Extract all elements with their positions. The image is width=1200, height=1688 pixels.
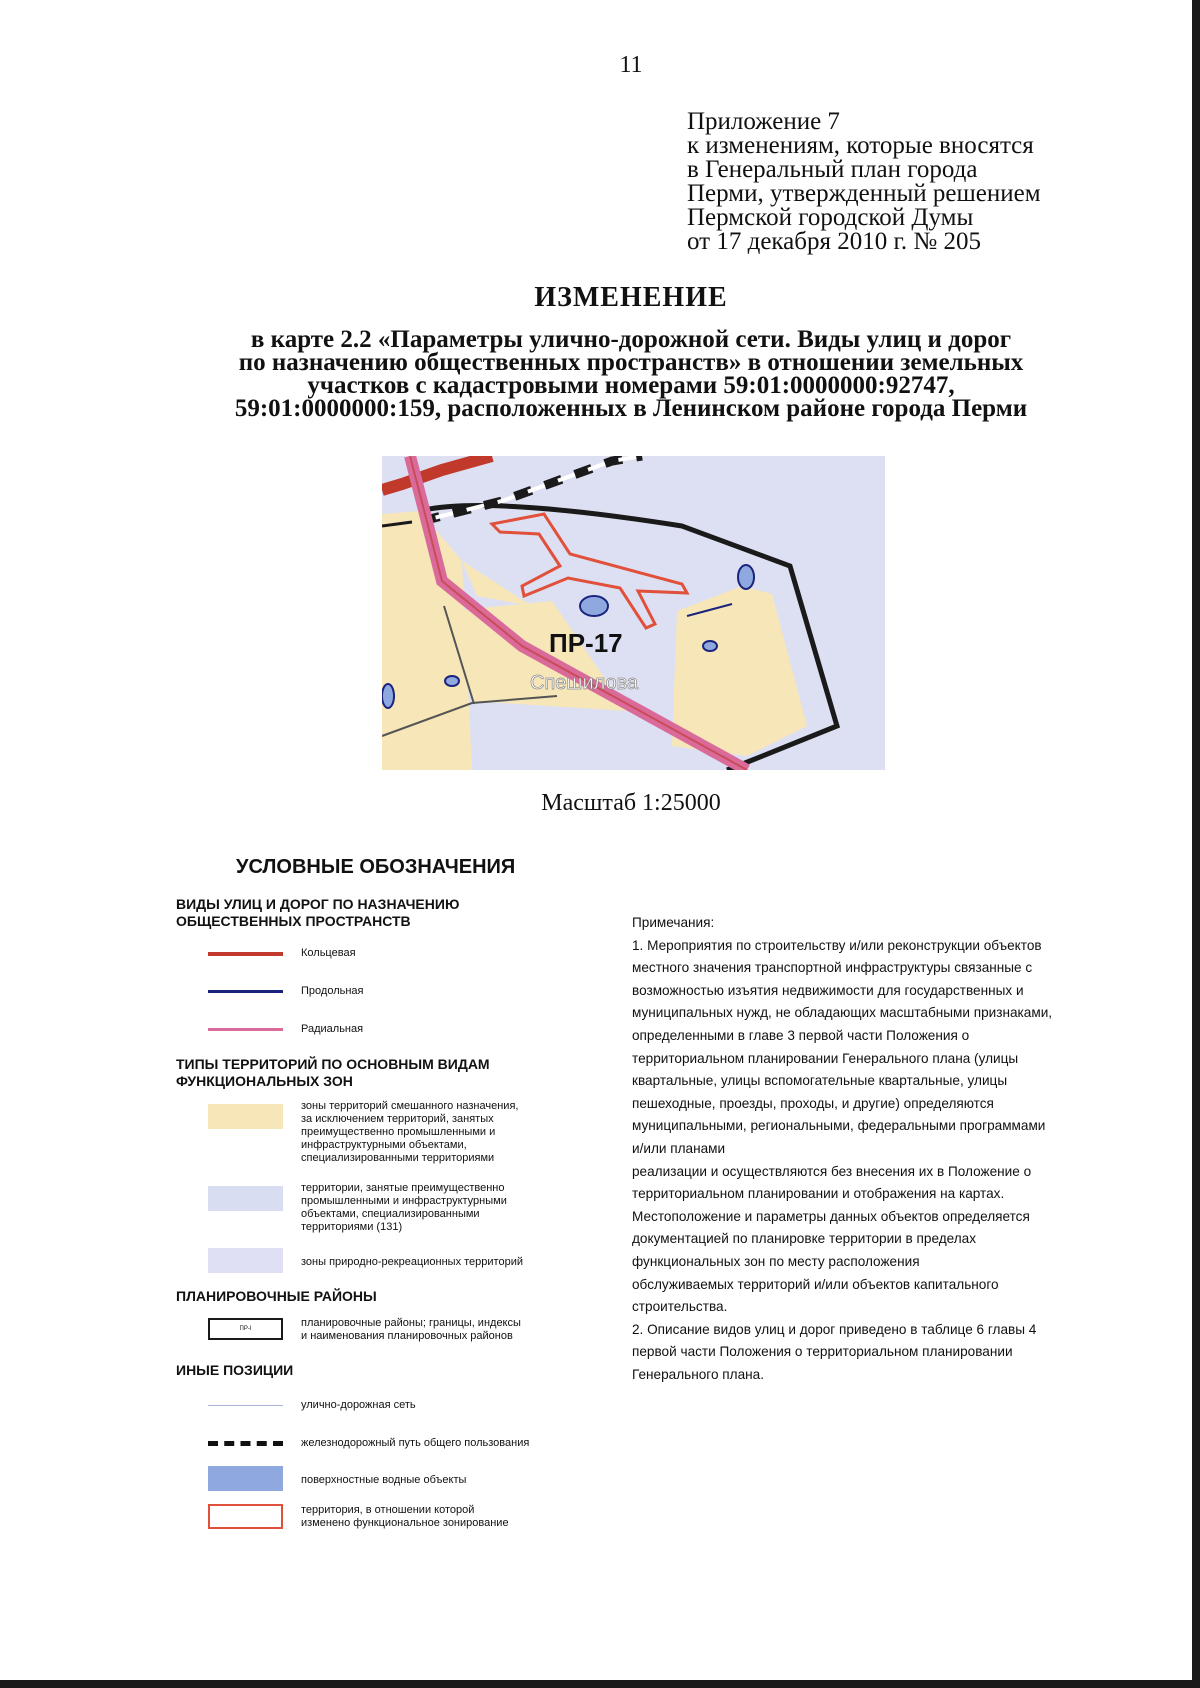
ring-line-symbol <box>208 952 283 956</box>
notes-line: территориальном планировании Генерального плана (улицы <box>632 1050 1019 1066</box>
legend-label: Продольная <box>301 985 364 997</box>
notes-line: Генерального плана. <box>632 1366 764 1382</box>
appendix-line: Перми, утвержденный решением <box>687 180 1041 207</box>
notes-line: возможностью изъятия недвижимости для государственных и <box>632 982 1024 998</box>
mixed-zone-swatch <box>208 1104 283 1129</box>
legend-item-longitudinal <box>176 982 596 1022</box>
notes-line: реализации и осуществляются без внесения их в Положение о <box>632 1163 1032 1179</box>
legend-label: поверхностные водные объекты <box>301 1474 467 1486</box>
legend-item-water <box>176 1462 596 1502</box>
legend-item-street-network <box>176 1396 596 1436</box>
radial-line-symbol <box>208 1028 283 1031</box>
notes-line: первой части Положения о территориальном планировании <box>632 1344 1013 1360</box>
legend-title: УСЛОВНЫЕ ОБОЗНАЧЕНИЯ <box>236 856 516 878</box>
notes-line: 1. Мероприятия по строительству и/или реконструкции объектов <box>632 937 1042 953</box>
legend-label: улично-дорожная сеть <box>301 1399 416 1411</box>
legend-label: территории, занятые преимущественно промышленными и инфраструктурными объектами, специализированными территориями (131) <box>301 1182 507 1233</box>
legend-label: Радиальная <box>301 1023 364 1035</box>
notes-line: местного значения транспортной инфраструктуры связанные с <box>632 960 1033 976</box>
recreation-zone-swatch <box>208 1248 283 1273</box>
legend-label: зоны природно-рекреационных территорий <box>301 1256 523 1268</box>
page-number: 11 <box>619 52 643 78</box>
appendix-line: в Генеральный план города <box>687 156 978 183</box>
map-fragment <box>382 456 885 770</box>
notes-line: обслуживаемых территорий и/или объектов капитального <box>632 1276 999 1292</box>
notes-line: определенными в главе 3 первой части Положения о <box>632 1027 970 1043</box>
legend-section-street-types: ВИДЫ УЛИЦ И ДОРОГ ПО НАЗНАЧЕНИЮ ОБЩЕСТВЕННЫХ ПРОСТРАНСТВ <box>176 896 460 929</box>
notes-line: 2. Описание видов улиц и дорог приведено в таблице 6 главы 4 <box>632 1321 1037 1337</box>
water-swatch <box>208 1466 283 1491</box>
street-network-line-symbol <box>208 1405 283 1406</box>
notes-line: строительства. <box>632 1299 728 1315</box>
appendix-line: к изменениям, которые вносятся <box>687 132 1034 159</box>
notes-line: муниципальными, региональными, федеральными программами <box>632 1118 1046 1134</box>
notes-line: и/или планами <box>632 1140 726 1156</box>
legend-label: Кольцевая <box>301 947 356 959</box>
document-subtitle <box>150 328 1112 420</box>
planning-district-symbol: ПР-I <box>208 1318 283 1340</box>
notes-line: документацией по планировке территории в пределах <box>632 1231 977 1247</box>
map-water <box>382 684 394 708</box>
notes-line: территориальном планировании и отображения на картах. <box>632 1186 1005 1202</box>
subtitle-line: участков с кадастровыми номерами 59:01:0000000:92747, <box>307 372 955 399</box>
notes-line: Местоположение и параметры данных объектов определяется <box>632 1208 1030 1224</box>
legend-item-changed-zoning <box>176 1500 596 1540</box>
notes-line: квартальные, улицы вспомогательные квартальные, улицы <box>632 1073 1008 1089</box>
map-district-label: ПР-17 <box>549 628 623 658</box>
legend-label: зоны территорий смешанного назначения, за исключением территорий, занятых преимущественно промышленными и инфраструктурными объектами, специализированными территориями <box>301 1100 519 1164</box>
map-water <box>738 565 754 589</box>
map-scale: Масштаб 1:25000 <box>541 790 721 816</box>
appendix-block <box>687 110 1041 254</box>
legend-item-ring <box>176 944 596 984</box>
appendix-line: Приложение 7 <box>687 108 840 135</box>
notes-line: Примечания: <box>632 915 715 930</box>
legend-item-industrial-zone <box>176 1182 596 1238</box>
legend-section-other: ИНЫЕ ПОЗИЦИИ <box>176 1362 294 1378</box>
legend-item-radial <box>176 1020 596 1060</box>
legend-label: территория, в отношении которой изменено функциональное зонирование <box>301 1504 509 1529</box>
map-water <box>580 596 608 616</box>
legend-section-territory-types: ТИПЫ ТЕРРИТОРИЙ ПО ОСНОВНЫМ ВИДАМ ФУНКЦИОНАЛЬНЫХ ЗОН <box>176 1056 490 1089</box>
subtitle-line: 59:01:0000000:159, расположенных в Ленинском районе города Перми <box>234 395 1028 422</box>
legend-label: железнодорожный путь общего пользования <box>301 1437 530 1449</box>
notes-line: функциональных зон по месту расположения <box>632 1253 920 1269</box>
legend-item-planning-districts <box>176 1316 596 1356</box>
subtitle-line: по назначению общественных пространств» в отношении земельных <box>238 349 1024 376</box>
notes-block <box>632 912 1092 1386</box>
map-water <box>703 641 717 651</box>
subtitle-line: в карте 2.2 «Параметры улично-дорожной сети. Виды улиц и дорог <box>250 326 1012 353</box>
legend-label: планировочные районы; границы, индексы и наименования планировочных районов <box>301 1317 521 1342</box>
appendix-line: от 17 декабря 2010 г. № 205 <box>687 228 982 255</box>
longitudinal-line-symbol <box>208 990 283 993</box>
industrial-zone-swatch <box>208 1186 283 1211</box>
legend-item-mixed-zone <box>176 1100 596 1170</box>
legend-item-recreation-zone <box>176 1248 596 1288</box>
map-water <box>445 676 459 686</box>
appendix-line: Пермской городской Думы <box>687 204 974 231</box>
changed-zoning-symbol <box>208 1504 283 1529</box>
map-street-label: Спешилова <box>530 672 639 694</box>
notes-line: муниципальных нужд, не обладающих масштабными признаками, <box>632 1005 1053 1021</box>
railway-line-symbol <box>208 1441 283 1446</box>
legend-section-planning-districts: ПЛАНИРОВОЧНЫЕ РАЙОНЫ <box>176 1288 377 1304</box>
document-title: ИЗМЕНЕНИЕ <box>534 282 728 313</box>
notes-line: пешеходные, проезды, проходы, и другие) определяются <box>632 1095 994 1111</box>
